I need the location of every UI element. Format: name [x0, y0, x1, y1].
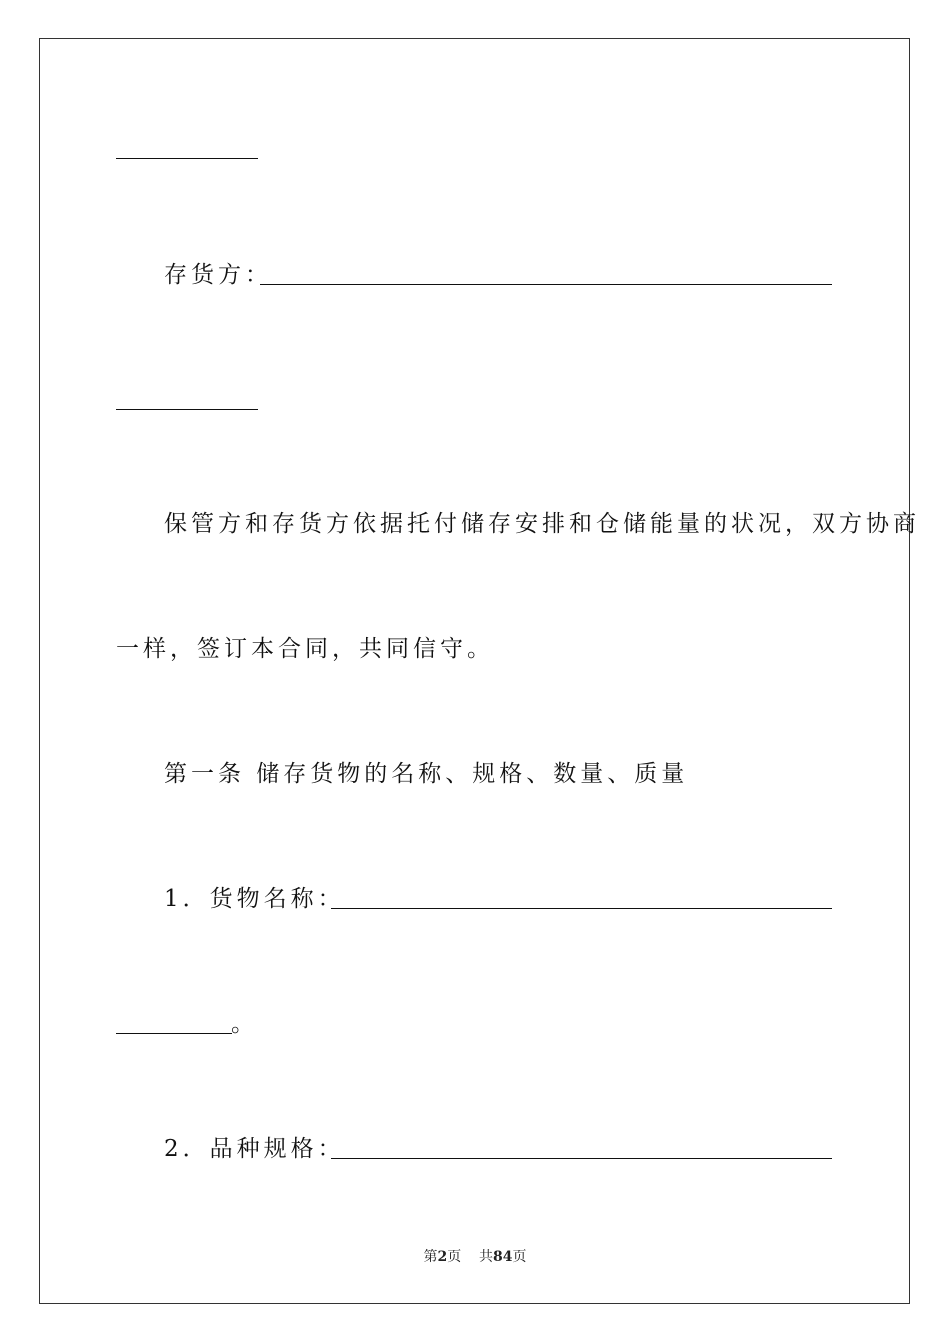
blank-continuation-top — [116, 158, 258, 159]
item2-blank — [331, 1158, 832, 1159]
item1-label: 1．货物名称： — [164, 886, 345, 912]
item1-blank — [331, 908, 832, 909]
depositor-blank — [260, 284, 832, 285]
depositor-label: 存货方： — [164, 262, 272, 288]
total-suffix: 页 — [512, 1249, 527, 1265]
item1-end-mark: 。 — [231, 1011, 258, 1037]
page-prefix: 第 — [423, 1249, 438, 1265]
item1-blank-continuation — [116, 1033, 232, 1034]
page-number: 2 — [437, 1249, 448, 1265]
preamble-line-1: 保管方和存货方依据托付储存安排和仓储能量的状况，双方协商 — [164, 511, 920, 537]
page-border — [39, 38, 910, 1304]
item2-label: 2．品种规格： — [164, 1136, 345, 1162]
depositor-blank-continuation — [116, 409, 258, 410]
total-prefix: 共 — [479, 1249, 494, 1265]
page-suffix: 页 — [447, 1249, 462, 1265]
page-footer — [0, 1248, 950, 1266]
article1-heading: 第一条 储存货物的名称、规格、数量、质量 — [164, 761, 689, 787]
total-pages: 84 — [493, 1249, 513, 1265]
preamble-line-2: 一样，签订本合同，共同信守。 — [116, 636, 494, 662]
